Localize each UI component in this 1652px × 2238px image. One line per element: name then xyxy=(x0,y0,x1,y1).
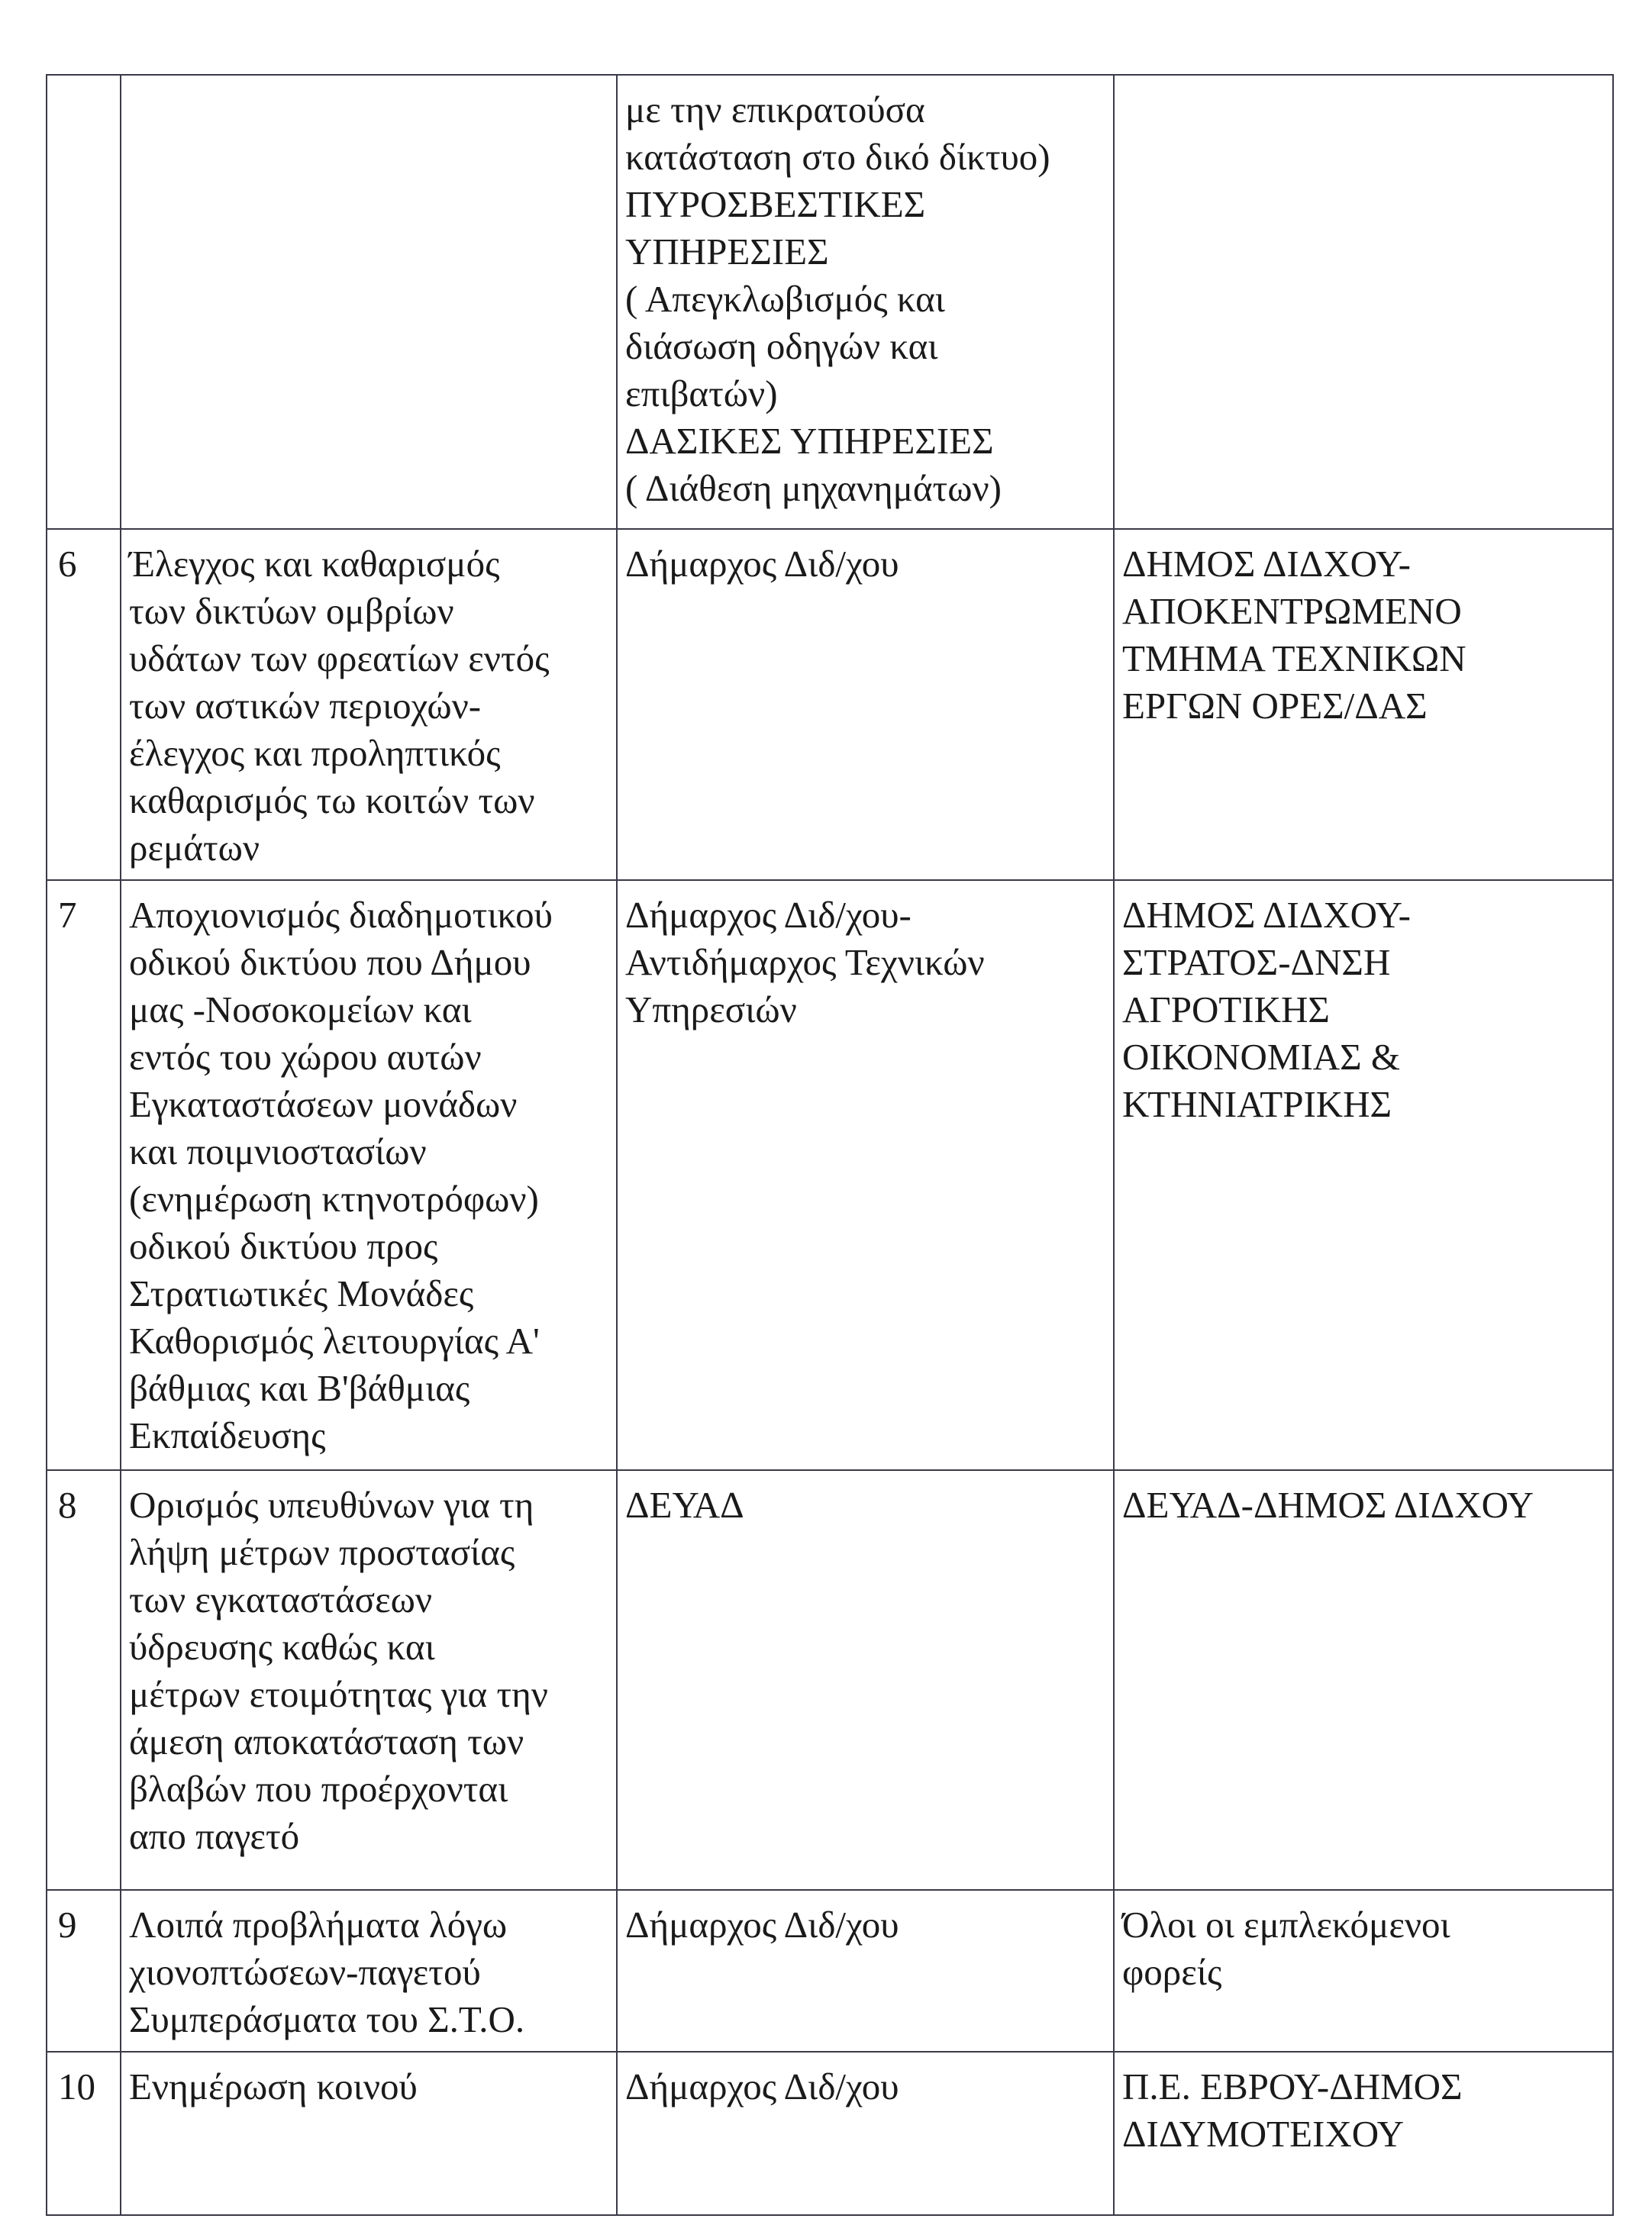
responsible-line: Δήμαρχος Διδ/χου- xyxy=(625,894,912,936)
responsible-cell xyxy=(617,1470,1114,1890)
bodies-cell xyxy=(1114,2052,1613,2215)
action-line: μας -Νοσοκομείων και xyxy=(129,988,472,1030)
services-line: με την επικρατούσα xyxy=(625,89,925,131)
row-number-cell: 6 xyxy=(47,529,121,880)
services-line: επιβατών) xyxy=(625,372,778,414)
bodies-line: ΤΜΗΜΑ ΤΕΧΝΙΚΩΝ xyxy=(1122,637,1466,679)
table-row xyxy=(47,1890,1613,2052)
action-line: των εγκαταστάσεων xyxy=(129,1579,433,1620)
bodies-cell xyxy=(1114,880,1613,1470)
responsible-line: Δήμαρχος Διδ/χου xyxy=(625,1904,899,1946)
bodies-line: ΔΕΥΑΔ-ΔΗΜΟΣ ΔΙΔΧΟΥ xyxy=(1122,1484,1534,1526)
responsible-cell xyxy=(617,2052,1114,2215)
action-line: των δικτύων ομβρίων xyxy=(129,590,454,632)
responsible-line: Υπηρεσιών xyxy=(625,988,797,1030)
action-line: Εκπαίδευσης xyxy=(129,1414,326,1456)
action-line: (ενημέρωση κτηνοτρόφων) xyxy=(129,1178,539,1220)
responsible-line: ΔΕΥΑΔ xyxy=(625,1484,744,1526)
services-line: διάσωση οδηγών και xyxy=(625,325,938,367)
action-line: μέτρων ετοιμότητας για την xyxy=(129,1673,548,1715)
services-line: ΔΑΣΙΚΕΣ ΥΠΗΡΕΣΙΕΣ xyxy=(625,420,994,462)
action-line: Εγκαταστάσεων μονάδων xyxy=(129,1083,518,1125)
bodies-line: Π.Ε. ΕΒΡΟΥ-ΔΗΜΟΣ xyxy=(1122,2065,1463,2107)
action-line: Συμπεράσματα του Σ.Τ.Ο. xyxy=(129,1998,525,2040)
bodies-line: φορείς xyxy=(1122,1951,1222,1993)
action-line: υδάτων των φρεατίων εντός xyxy=(129,637,550,679)
table-row xyxy=(47,75,1613,529)
bodies-line: ΑΓΡΟΤΙΚΗΣ xyxy=(1122,988,1330,1030)
action-line: ύδρευσης καθώς και xyxy=(129,1626,435,1668)
action-line: και ποιμνιοστασίων xyxy=(129,1130,427,1172)
action-line: άμεση αποκατάσταση των xyxy=(129,1720,524,1762)
bodies-line: ΔΙΔΥΜΟΤΕΙΧΟΥ xyxy=(1122,2113,1405,2155)
action-line: Αποχιονισμός διαδημοτικού xyxy=(129,894,553,936)
action-line: βλαβών που προέρχονται xyxy=(129,1768,508,1810)
row-number-cell: 10 xyxy=(47,2052,121,2215)
scan-speck xyxy=(26,46,31,52)
bodies-line: ΔΗΜΟΣ ΔΙΔΧΟΥ- xyxy=(1122,894,1411,936)
table-row xyxy=(47,2052,1613,2215)
bodies-cell xyxy=(1114,1890,1613,2052)
action-line: Καθορισμός λειτουργίας Α' xyxy=(129,1320,540,1362)
document-page xyxy=(46,74,1612,2216)
responsible-cell xyxy=(617,1890,1114,2052)
bodies-line: ΑΠΟΚΕΝΤΡΩΜΕΝΟ xyxy=(1122,590,1462,632)
action-cell xyxy=(121,2052,617,2215)
bodies-cell xyxy=(1114,529,1613,880)
services-line: ΠΥΡΟΣΒΕΣΤΙΚΕΣ xyxy=(625,183,926,225)
action-line: Στρατιωτικές Μονάδες xyxy=(129,1272,474,1314)
action-line: οδικού δικτύου που Δήμου xyxy=(129,941,531,983)
action-line: χιονοπτώσεων-παγετού xyxy=(129,1951,481,1993)
services-line: κατάσταση στο δικό δίκτυο) xyxy=(625,136,1050,178)
bodies-line: ΔΗΜΟΣ ΔΙΔΧΟΥ- xyxy=(1122,543,1411,585)
action-line: των αστικών περιοχών- xyxy=(129,685,482,727)
row-number-cell xyxy=(47,75,121,529)
bodies-line: ΚΤΗΝΙΑΤΡΙΚΗΣ xyxy=(1122,1083,1392,1125)
action-line: ρεμάτων xyxy=(129,827,260,869)
services-line: ΥΠΗΡΕΣΙΕΣ xyxy=(625,231,829,272)
bodies-cell xyxy=(1114,75,1613,529)
action-line: λήψη μέτρων προστασίας xyxy=(129,1531,515,1573)
action-line: Ορισμός υπευθύνων για τη xyxy=(129,1484,534,1526)
action-cell xyxy=(121,880,617,1470)
action-line: εντός του χώρου αυτών xyxy=(129,1036,482,1078)
responsible-cell xyxy=(617,529,1114,880)
action-cell xyxy=(121,75,617,529)
action-line: καθαρισμός τω κοιτών των xyxy=(129,779,535,821)
services-line: ( Απεγκλωβισμός και xyxy=(625,278,945,320)
table-row xyxy=(47,1470,1613,1890)
bodies-line: ΣΤΡΑΤΟΣ-ΔΝΣΗ xyxy=(1122,941,1391,983)
action-cell xyxy=(121,529,617,880)
row-number-cell: 8 xyxy=(47,1470,121,1890)
action-cell xyxy=(121,1470,617,1890)
responsible-cell xyxy=(617,75,1114,529)
action-line: Ενημέρωση κοινού xyxy=(129,2065,418,2107)
action-line: Έλεγχος και καθαρισμός xyxy=(129,543,500,585)
action-line: απο παγετό xyxy=(129,1815,300,1857)
action-cell xyxy=(121,1890,617,2052)
table-row xyxy=(47,529,1613,880)
responsible-cell xyxy=(617,880,1114,1470)
action-line: βάθμιας και Β'βάθμιας xyxy=(129,1367,470,1409)
bodies-cell xyxy=(1114,1470,1613,1890)
action-line: οδικού δικτύου προς xyxy=(129,1225,438,1267)
bodies-line: ΕΡΓΩΝ ΟΡΕΣ/ΔΑΣ xyxy=(1122,685,1428,727)
action-line: έλεγχος και προληπτικός xyxy=(129,732,501,774)
row-number-cell: 9 xyxy=(47,1890,121,2052)
services-line: ( Διάθεση μηχανημάτων) xyxy=(625,467,1002,509)
responsible-line: Δήμαρχος Διδ/χου xyxy=(625,543,899,585)
bodies-line: Όλοι οι εμπλεκόμενοι xyxy=(1122,1904,1450,1946)
bodies-line: ΟΙΚΟΝΟΜΙΑΣ & xyxy=(1122,1036,1401,1078)
emergency-actions-table xyxy=(46,74,1614,2216)
responsible-line: Δήμαρχος Διδ/χου xyxy=(625,2065,899,2107)
action-line: Λοιπά προβλήματα λόγω xyxy=(129,1904,508,1946)
row-number-cell: 7 xyxy=(47,880,121,1470)
responsible-line: Αντιδήμαρχος Τεχνικών xyxy=(625,941,985,983)
table-row xyxy=(47,880,1613,1470)
